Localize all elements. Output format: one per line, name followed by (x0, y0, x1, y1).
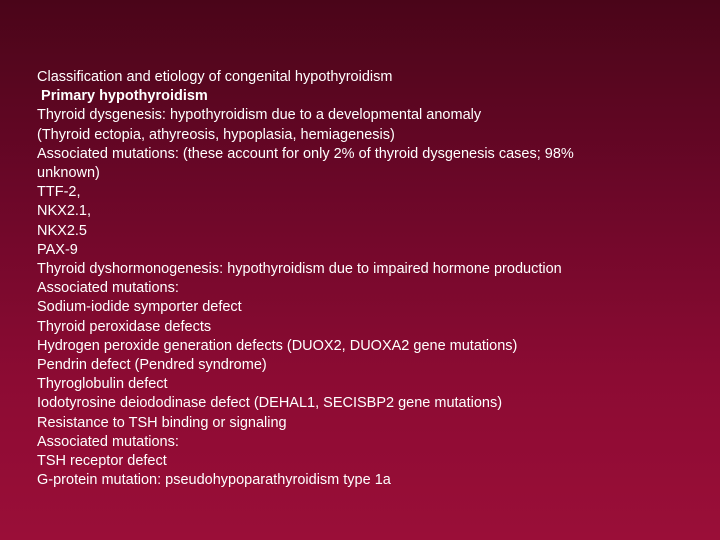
text-line: Resistance to TSH binding or signaling (37, 414, 287, 431)
text-line: Sodium-iodide symporter defect (37, 299, 242, 316)
text-line: Hydrogen peroxide generation defects (DUOX2, DUOXA2 gene mutations) (37, 337, 518, 354)
text-line: Thyroid dysgenesis: hypothyroidism due to a developmental anomaly (37, 107, 482, 124)
text-line: NKX2.1, (37, 203, 91, 220)
section-heading-primary-hypothyroidism: Primary hypothyroidism (37, 88, 208, 105)
text-line: Iodotyrosine deiododinase defect (DEHAL1, SECISBP2 gene mutations) (37, 395, 503, 412)
text-line: Thyroid peroxidase defects (37, 318, 212, 335)
text-line: TTF-2, (37, 184, 81, 201)
text-line: Thyroglobulin defect (37, 376, 168, 393)
text-line: (Thyroid ectopia, athyreosis, hypoplasia, hemiagenesis) (37, 126, 395, 143)
text-line: Associated mutations: (these account for only 2% of thyroid dysgenesis cases; 98% (37, 145, 574, 162)
text-line: Pendrin defect (Pendred syndrome) (37, 357, 267, 374)
text-line: TSH receptor defect (37, 453, 167, 470)
text-line: G-protein mutation: pseudohypoparathyroidism type 1a (37, 472, 391, 489)
text-line: NKX2.5 (37, 222, 87, 239)
slide-text-block (37, 68, 677, 490)
slide-title: Classification and etiology of congenital hypothyroidism (37, 69, 393, 85)
text-line: unknown) (37, 165, 100, 182)
text-line: Thyroid dyshormonogenesis: hypothyroidism due to impaired hormone production (37, 261, 562, 278)
text-line: Associated mutations: (37, 280, 179, 297)
text-line: Associated mutations: (37, 433, 179, 450)
text-line: PAX-9 (37, 241, 78, 258)
